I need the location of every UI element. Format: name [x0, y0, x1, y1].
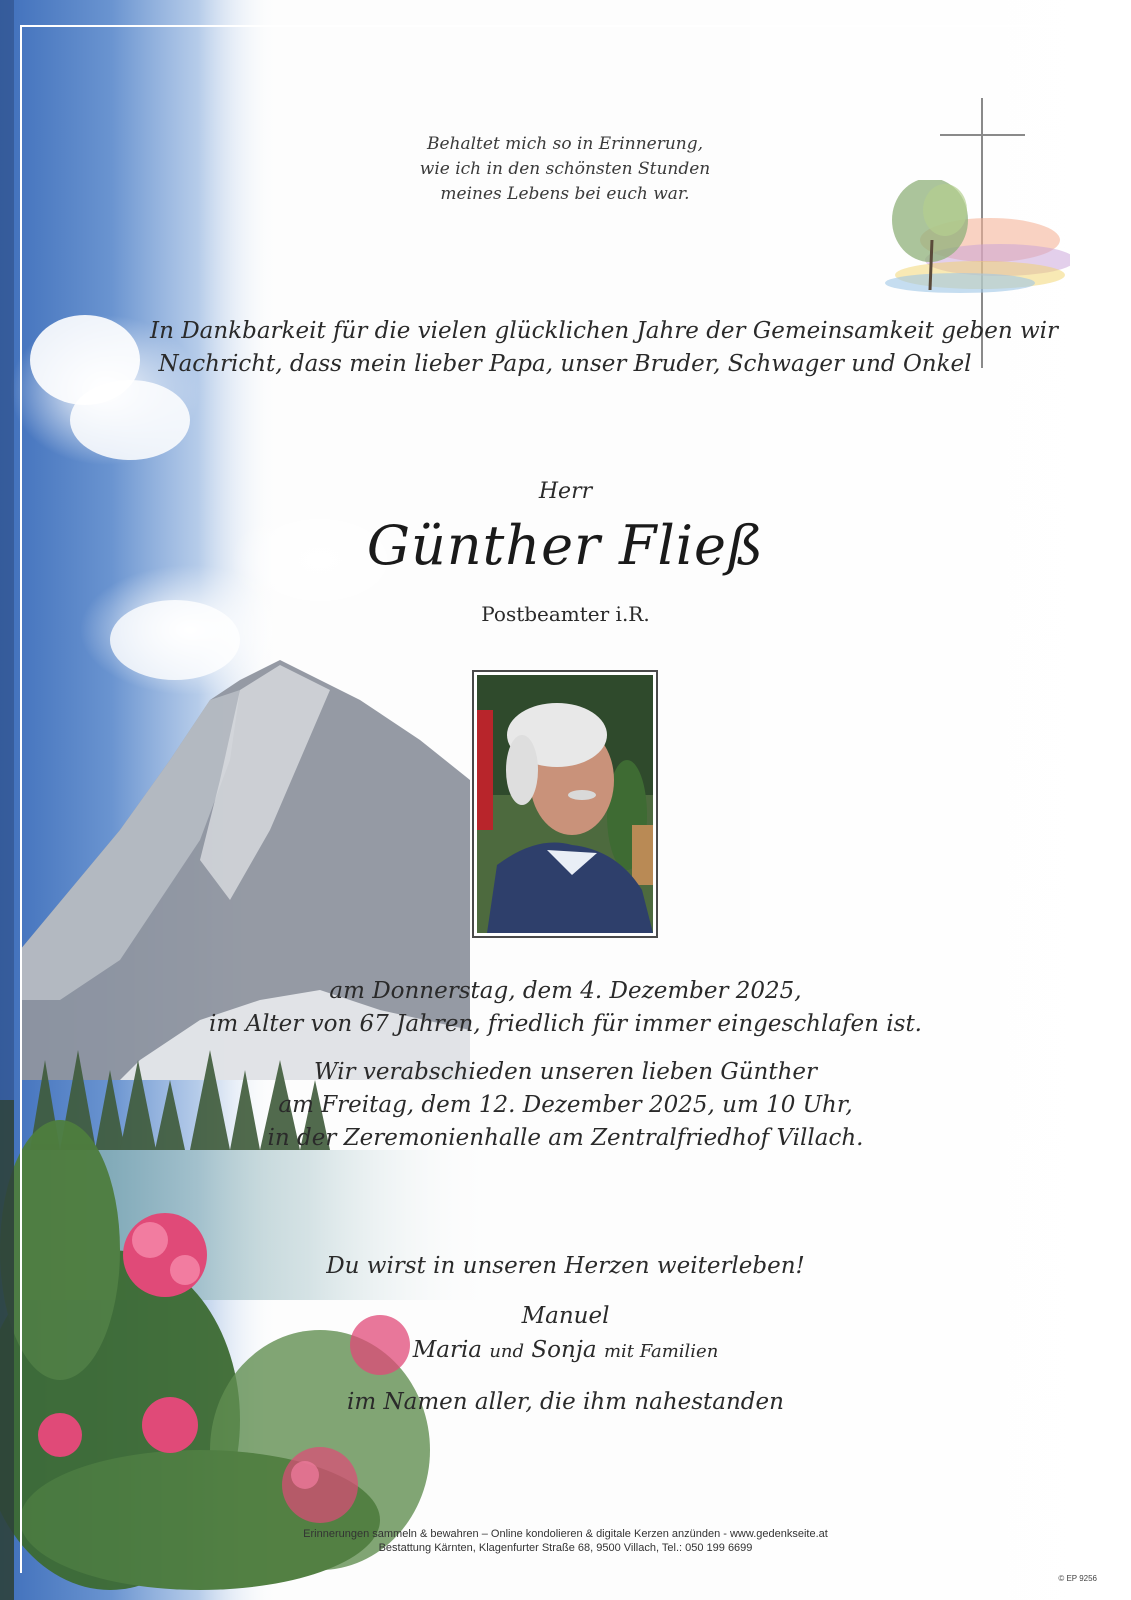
portrait-photo	[472, 670, 658, 938]
announcement-intro	[150, 315, 1059, 381]
footer-line-2: Bestattung Kärnten, Klagenfurter Straße 68, 9500 Villach, Tel.: 050 199 6699	[378, 1542, 753, 1554]
memorial-quote	[365, 132, 765, 207]
signers-line	[0, 1337, 1131, 1363]
funeral-line: in der Zeremonienhalle am Zentralfriedhof Villach.	[267, 1125, 864, 1151]
salutation: Herr	[538, 479, 593, 504]
farewell-line: Du wirst in unseren Herzen weiterleben!	[326, 1253, 805, 1279]
product-code: © EP 9256	[1058, 1574, 1097, 1583]
tree-watercolor-icon	[870, 180, 1070, 305]
intro-line: In Dankbarkeit für die vielen glücklichen Jahre der Gemeinsamkeit geben wir	[150, 318, 1059, 344]
closing-line: im Namen aller, die ihm nahestanden	[347, 1389, 784, 1415]
footer-line-1: Erinnerungen sammeln & bewahren – Online kondolieren & digitale Kerzen anzünden - www.gedenkseite.at	[303, 1528, 828, 1540]
funeral-line: Wir verabschieden unseren lieben Günther	[313, 1059, 818, 1085]
signer-maria: Maria	[412, 1337, 483, 1363]
death-notice	[0, 975, 1131, 1041]
death-line: im Alter von 67 Jahren, friedlich für immer eingeschlafen ist.	[208, 1011, 922, 1037]
signer-manuel: Manuel	[521, 1303, 610, 1329]
funeral-details	[0, 1056, 1131, 1155]
death-line: am Donnerstag, dem 4. Dezember 2025,	[329, 978, 802, 1004]
intro-line: Nachricht, dass mein lieber Papa, unser Bruder, Schwager und Onkel	[158, 351, 972, 377]
signer-and: und	[489, 1341, 525, 1362]
quote-line: meines Lebens bei euch war.	[440, 184, 690, 204]
quote-line: Behaltet mich so in Erinnerung,	[426, 134, 704, 154]
deceased-name: Günther Fließ	[366, 514, 765, 577]
profession: Postbeamter i.R.	[481, 602, 650, 626]
signer-sonja: Sonja	[531, 1337, 597, 1363]
funeral-line: am Freitag, dem 12. Dezember 2025, um 10 Uhr,	[278, 1092, 853, 1118]
quote-line: wie ich in den schönsten Stunden	[419, 159, 711, 179]
signer-families: mit Familien	[603, 1341, 719, 1362]
